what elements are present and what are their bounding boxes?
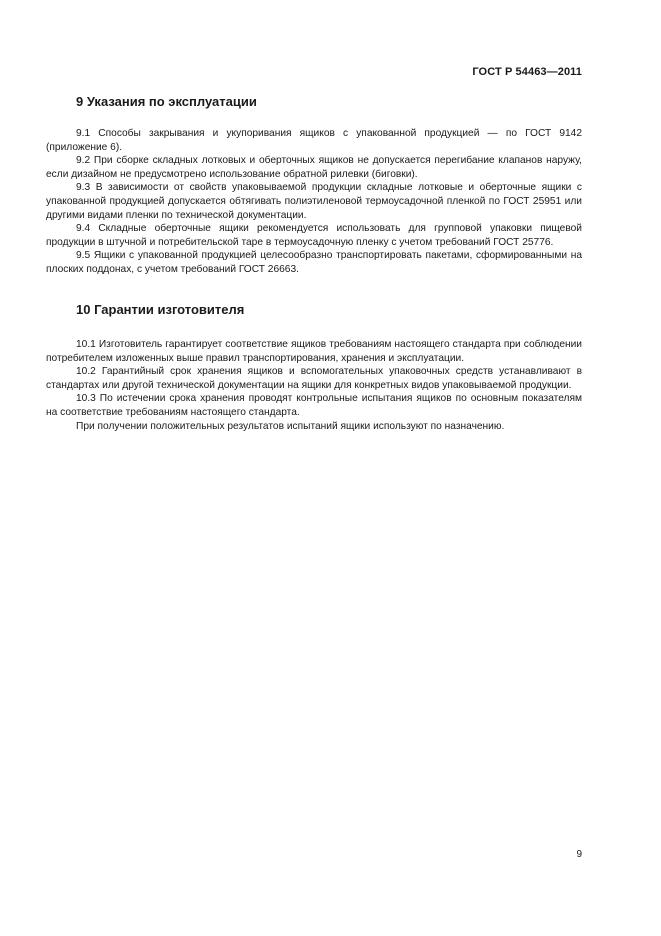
paragraph-10-3: 10.3 По истечении срока хранения проводят контрольные испытания ящиков по основным показателям на соответствие требованиям настоящего стандарта. <box>46 393 582 418</box>
section-10 <box>46 302 582 433</box>
paragraph-10-final: При получении положительных результатов испытаний ящики используют по назначению. <box>76 420 505 432</box>
paragraph-9-2: 9.2 При сборке складных лотковых и оберточных ящиков не допускается перегибание клапанов наружу, если дизайном не предусмотрено использование обратной рилевки (биговки). <box>46 155 582 180</box>
document-code: ГОСТ Р 54463—2011 <box>472 66 582 78</box>
paragraph-9-4: 9.4 Складные оберточные ящики рекомендуется использовать для групповой упаковки пищевой продукции в штучной и потребительской таре в термоусадочную пленку с учетом требований ГОСТ 25776. <box>46 223 582 248</box>
paragraph-10-1: 10.1 Изготовитель гарантирует соответствие ящиков требованиям настоящего стандарта при соблюдении потребителем изложенных выше правил транспортирования, хранения и эксплуатации. <box>46 339 582 364</box>
page-number: 9 <box>576 849 582 860</box>
paragraph-9-1: 9.1 Способы закрывания и укупоривания ящиков с упакованной продукцией — по ГОСТ 9142 (приложение 6). <box>46 128 582 153</box>
section-10-title: 10 Гарантии изготовителя <box>76 302 245 317</box>
paragraph-9-5: 9.5 Ящики с упакованной продукцией целесообразно транспортировать пакетами, сформированными на плоских поддонах, с учетом требований ГОСТ 26663. <box>46 250 582 275</box>
section-9-title: 9 Указания по эксплуатации <box>76 94 257 109</box>
section-9 <box>46 94 582 277</box>
paragraph-9-3: 9.3 В зависимости от свойств упаковываемой продукции складные лотковые и оберточные ящики с упакованной продукцией допускается обтягивать полиэтиленовой термоусадочной пленкой по ГОСТ 25951 или другими видами пленки по технической документации. <box>46 182 582 221</box>
paragraph-10-2: 10.2 Гарантийный срок хранения ящиков и вспомогательных упаковочных средств устанавливают в стандартах или другой технической документации на ящики для конкретных видов упаковываемой продукции. <box>46 366 582 391</box>
